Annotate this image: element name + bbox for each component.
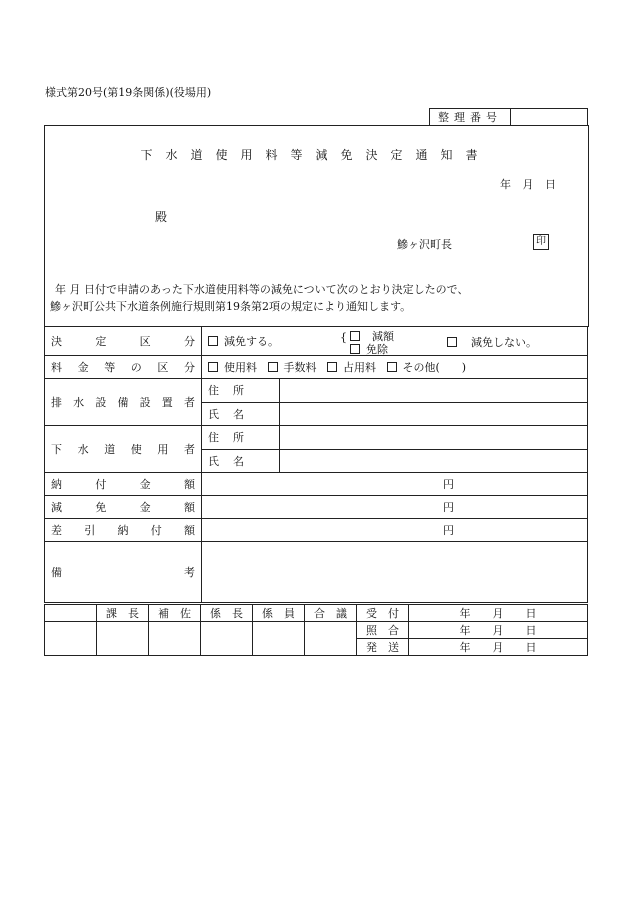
document-title: 下水道使用料等減免決定通知書	[140, 148, 491, 162]
drain-installer-label: 排 水 設 備 設 置 者	[45, 379, 202, 426]
stamp-cell-hosa[interactable]	[149, 622, 201, 656]
table-row	[45, 622, 588, 639]
decision-options: 減免する。 { 減額 免除 減免しない。	[202, 327, 588, 356]
checkbox-senyoryo[interactable]	[327, 362, 337, 372]
user-name-label: 氏 名	[202, 449, 280, 473]
user-name-field[interactable]	[280, 449, 588, 473]
stamp-cell-gogi[interactable]	[305, 622, 357, 656]
seiri-number-box	[429, 108, 588, 126]
table-row	[45, 426, 588, 450]
mayor-title: 鰺ヶ沢町長	[397, 238, 452, 251]
table-row	[45, 379, 588, 403]
fee-options: 使用料 手数料 占用料 その他( )	[202, 356, 588, 379]
table-row	[45, 473, 588, 496]
shogo-date[interactable]: 年 月 日	[409, 622, 588, 639]
seal-mark: 印	[533, 234, 549, 250]
uketsuke-label: 受 付	[357, 605, 409, 622]
installer-address-field[interactable]	[280, 379, 588, 403]
stamp-header-kakariin: 係 員	[253, 605, 305, 622]
checkbox-shiyoryo[interactable]	[208, 362, 218, 372]
stamp-header-blank	[45, 605, 97, 622]
stamp-cell[interactable]	[45, 622, 97, 656]
installer-address-label: 住 所	[202, 379, 280, 403]
user-address-label: 住 所	[202, 426, 280, 450]
net-payment-field[interactable]: 円	[202, 519, 588, 542]
checkbox-gengaku[interactable]	[350, 331, 360, 341]
form-number-label: 様式第20号(第19条関係)(役場用)	[45, 86, 212, 99]
table-row	[45, 496, 588, 519]
installer-name-field[interactable]	[280, 402, 588, 426]
decision-category-label: 決 定 区 分	[45, 327, 202, 356]
checkbox-tesuryo[interactable]	[268, 362, 278, 372]
fee-category-label: 料 金 等 の 区 分	[45, 356, 202, 379]
hasso-date[interactable]: 年 月 日	[409, 639, 588, 656]
user-address-field[interactable]	[280, 426, 588, 450]
table-row	[45, 327, 588, 356]
checkbox-sonota[interactable]	[387, 362, 397, 372]
hasso-label: 発 送	[357, 639, 409, 656]
exemption-amount-label: 減 免 金 額	[45, 496, 202, 519]
seiri-number-value[interactable]	[511, 109, 587, 126]
seiri-number-label: 整理番号	[430, 109, 511, 126]
stamp-cell-kakaricho[interactable]	[201, 622, 253, 656]
body-text-line2: 鰺ヶ沢町公共下水道条例施行規則第19条第2項の規定により通知します。	[50, 300, 412, 313]
checkbox-genmen[interactable]	[208, 336, 218, 346]
stamp-cell-kakariin[interactable]	[253, 622, 305, 656]
table-row	[45, 605, 588, 622]
body-text-line1: 年 月 日付で申請のあった下水道使用料等の減免について次のとおり決定したので、	[55, 283, 469, 296]
remarks-label: 備 考	[45, 542, 202, 603]
approval-stamp-table	[44, 604, 588, 656]
remarks-field[interactable]	[202, 542, 588, 603]
sewer-user-label: 下 水 道 使 用 者	[45, 426, 202, 473]
table-row	[45, 519, 588, 542]
exemption-amount-field[interactable]: 円	[202, 496, 588, 519]
stamp-header-kakaricho: 係 長	[201, 605, 253, 622]
table-row	[45, 542, 588, 603]
payment-amount-label: 納 付 金 額	[45, 473, 202, 496]
addressee-suffix: 殿	[155, 210, 168, 224]
checkbox-menjo[interactable]	[350, 344, 360, 354]
stamp-cell-kacho[interactable]	[97, 622, 149, 656]
installer-name-label: 氏 名	[202, 402, 280, 426]
decision-table	[44, 326, 588, 603]
issue-date: 年 月 日	[500, 178, 556, 191]
stamp-header-hosa: 補 佐	[149, 605, 201, 622]
payment-amount-field[interactable]: 円	[202, 473, 588, 496]
uketsuke-date[interactable]: 年 月 日	[409, 605, 588, 622]
net-payment-label: 差 引 納 付 額	[45, 519, 202, 542]
table-row	[45, 356, 588, 379]
stamp-header-gogi: 合 議	[305, 605, 357, 622]
stamp-header-kacho: 課 長	[97, 605, 149, 622]
checkbox-no-genmen[interactable]	[447, 337, 457, 347]
shogo-label: 照 合	[357, 622, 409, 639]
